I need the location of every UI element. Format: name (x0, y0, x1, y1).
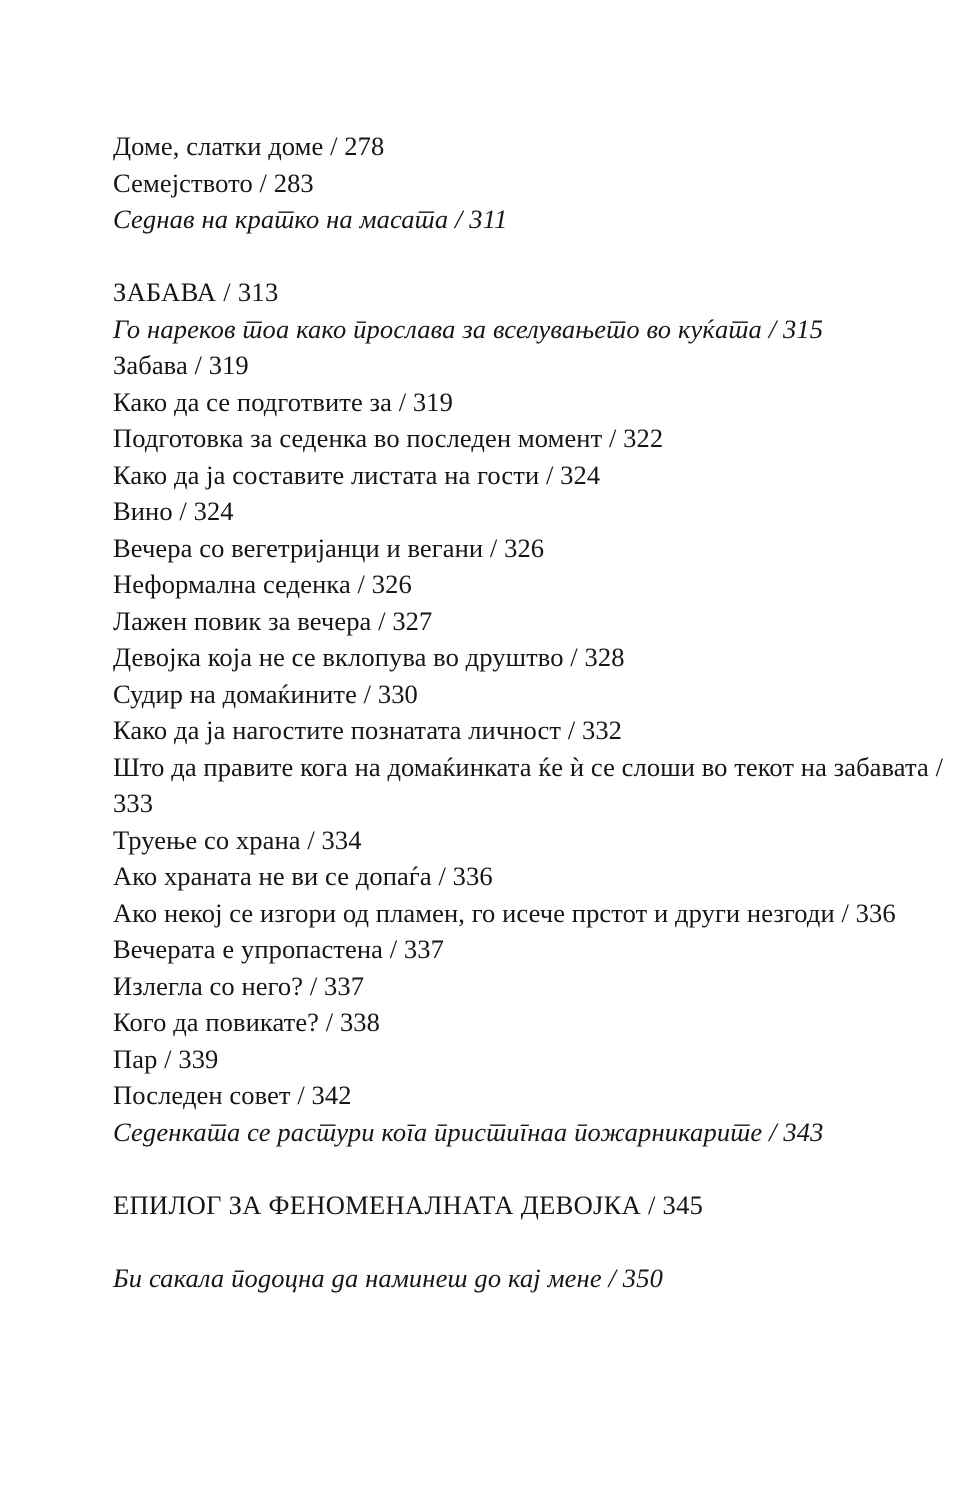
toc-section (113, 128, 958, 238)
toc-entry[interactable]: Судир на домаќините / 330 (113, 678, 418, 709)
toc-entry[interactable]: Кого да повикате? / 338 (113, 1007, 381, 1037)
toc-entry[interactable]: Ако храната не ви се допаѓа / 336 (113, 861, 493, 891)
toc-entry[interactable]: Подготовка за седенка во последен момент / 322 (113, 423, 664, 453)
toc-entry[interactable]: Неформална седенка / 326 (113, 569, 412, 599)
toc-entry[interactable]: Вино / 324 (113, 496, 234, 526)
toc-entry[interactable]: Што да правите кога на домаќинката ќе ѝ се слоши во текот на забавата / 333 (113, 751, 944, 818)
toc-section-heading[interactable]: ЗАБАВА / 313 (113, 277, 279, 307)
toc-entry[interactable]: Девојка која не се вклопува во друштво / 328 (113, 642, 625, 672)
toc-entry[interactable]: Го нареков тоа како прослава за вселувањето во куќата / 315 (113, 313, 824, 344)
toc-entry[interactable]: Би сакала подоцна да наминеш до кај мене / 350 (113, 1262, 664, 1293)
toc-entry[interactable]: Излегла со него? / 337 (113, 970, 365, 1001)
toc-entry[interactable]: Семејството / 283 (113, 167, 314, 198)
toc-entry[interactable]: Ако некој се изгори од пламен, го исече прстот и други незгоди / 336 (113, 897, 896, 928)
toc-section-heading[interactable]: ЕПИЛОГ ЗА ФЕНОМЕНАЛНАТА ДЕВОЈКА / 345 (113, 1189, 704, 1220)
toc-entry[interactable]: Пар / 339 (113, 1043, 219, 1074)
table-of-contents (113, 128, 958, 1296)
toc-entry[interactable]: Како да ја нагостите познатата личност / 332 (113, 715, 623, 745)
toc-entry[interactable]: Последен совет / 342 (113, 1080, 352, 1110)
toc-entry[interactable]: Вечерата е упропастена / 337 (113, 934, 444, 964)
toc-entry[interactable]: Труење со храна / 334 (113, 824, 362, 855)
toc-section (113, 1187, 958, 1224)
toc-entry[interactable]: Забава / 319 (113, 350, 249, 380)
toc-entry[interactable]: Како да се подготвите за / 319 (113, 386, 453, 417)
toc-entry[interactable]: Седнав на кратко на масата / 311 (113, 204, 508, 234)
toc-section (113, 1260, 958, 1297)
toc-entry[interactable]: Вечера со вегетријанци и вегани / 326 (113, 532, 545, 563)
toc-entry[interactable]: Седенката се растури кога пристигнаа пожарникарите / 343 (113, 1116, 824, 1147)
toc-entry[interactable]: Доме, слатки доме / 278 (113, 131, 385, 161)
toc-section (113, 274, 958, 1150)
toc-entry[interactable]: Како да ја составите листата на гости / 324 (113, 459, 601, 490)
toc-entry[interactable]: Лажен повик за вечера / 327 (113, 605, 433, 636)
